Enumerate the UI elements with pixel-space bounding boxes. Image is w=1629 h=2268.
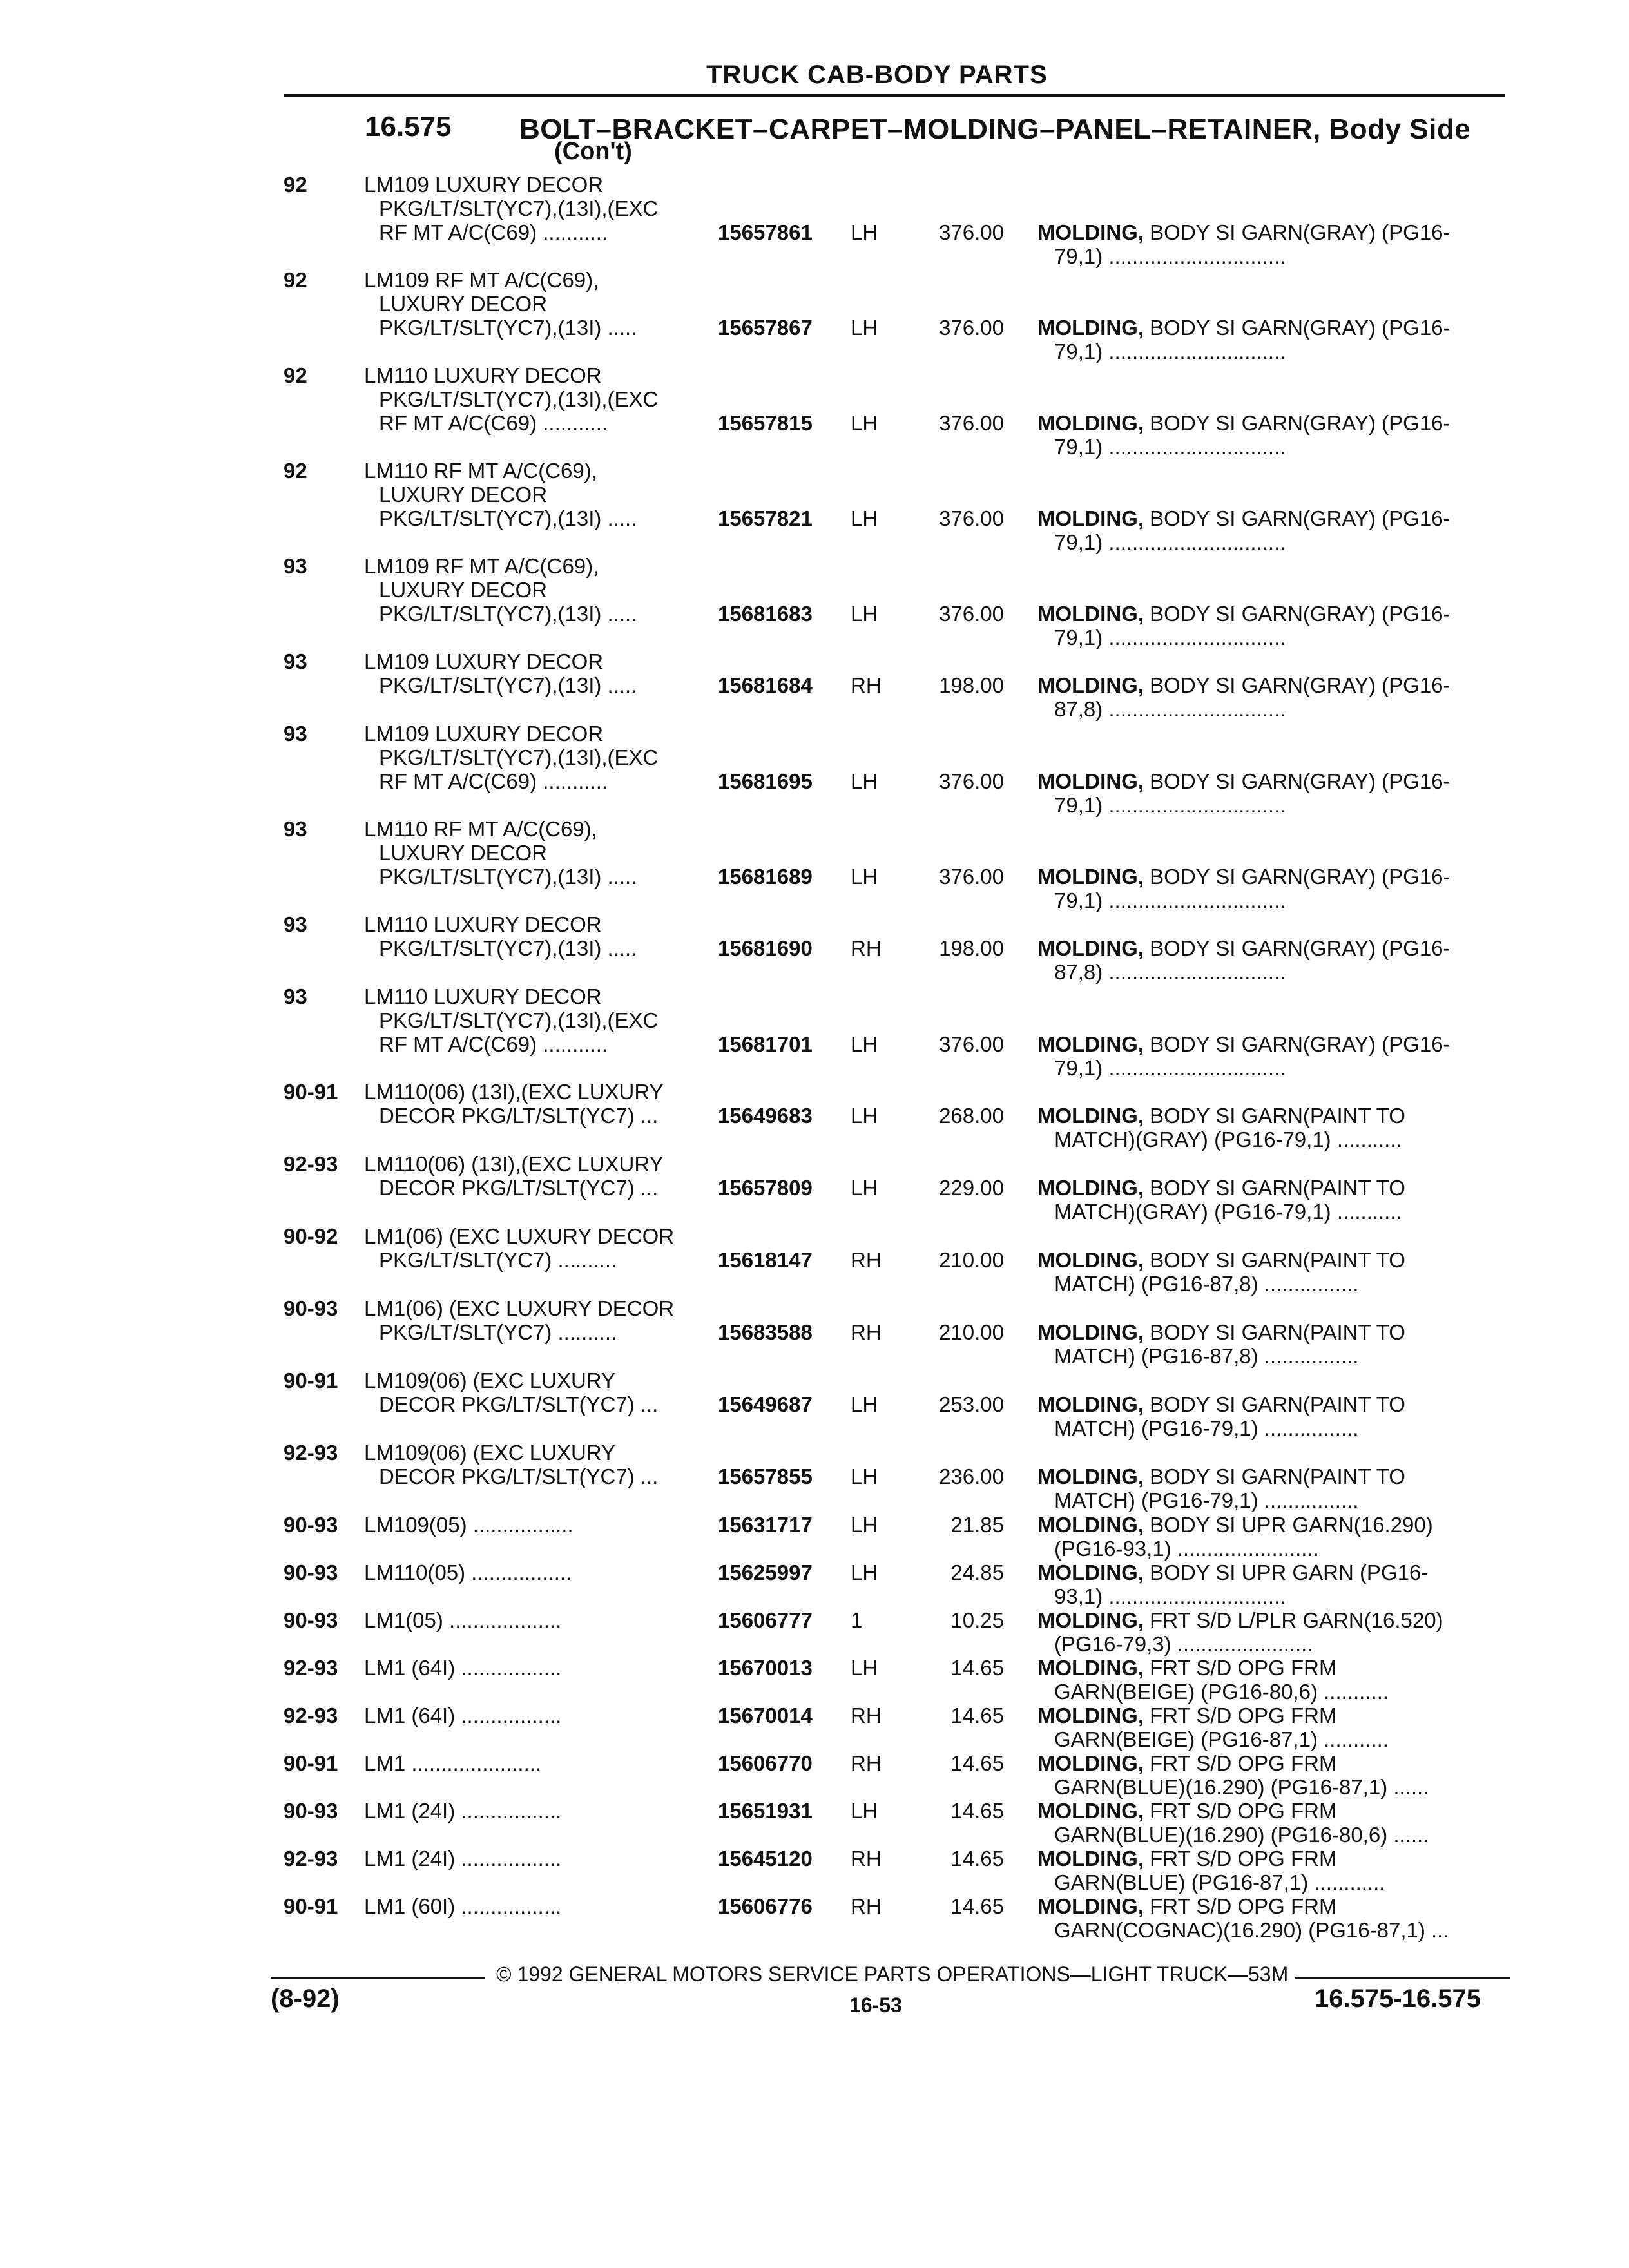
note-line: MOLDING, FRT S/D OPG FRM xyxy=(1037,1656,1337,1680)
price: 210.00 xyxy=(939,1320,1004,1344)
model-year: 92 xyxy=(284,459,307,483)
part-number: 15606776 xyxy=(718,1894,813,1918)
side-code: LH xyxy=(851,220,878,244)
part-number: 15618147 xyxy=(718,1248,813,1272)
side-code: LH xyxy=(851,1176,878,1200)
description-line: LM1(06) (EXC LUXURY DECOR xyxy=(364,1296,675,1320)
description-line: DECOR PKG/LT/SLT(YC7) ... xyxy=(379,1392,659,1416)
note-line: MOLDING, FRT S/D OPG FRM xyxy=(1037,1894,1337,1918)
description-line: PKG/LT/SLT(YC7),(13I) ..... xyxy=(379,673,637,697)
table-row xyxy=(0,1561,1629,1608)
model-year: 93 xyxy=(284,554,307,578)
model-year: 90-93 xyxy=(284,1513,338,1537)
part-number: 15649683 xyxy=(718,1104,813,1128)
price: 24.85 xyxy=(950,1561,1004,1584)
table-row xyxy=(0,649,1629,721)
note-line: GARN(BEIGE) (PG16-80,6) ........... xyxy=(1054,1680,1389,1704)
description-line: LM109 LUXURY DECOR xyxy=(364,722,604,745)
note-keyword: MOLDING, xyxy=(1037,411,1144,435)
description-line: LM1 ...................... xyxy=(364,1751,542,1775)
price: 14.65 xyxy=(950,1847,1004,1870)
price: 376.00 xyxy=(939,602,1004,626)
footer-page-number: 16-53 xyxy=(849,1994,902,2017)
note-line: MATCH)(GRAY) (PG16-79,1) ........... xyxy=(1054,1200,1402,1224)
side-code: LH xyxy=(851,1104,878,1128)
price: 268.00 xyxy=(939,1104,1004,1128)
side-code: LH xyxy=(851,1465,878,1488)
description-line: LM109(06) (EXC LUXURY xyxy=(364,1441,616,1465)
description-line: LM1(06) (EXC LUXURY DECOR xyxy=(364,1224,675,1248)
note-line: MOLDING, FRT S/D OPG FRM xyxy=(1037,1751,1337,1775)
note-line: MOLDING, BODY SI GARN(PAINT TO xyxy=(1037,1248,1405,1272)
table-row xyxy=(0,1847,1629,1894)
note-line: MOLDING, BODY SI GARN(PAINT TO xyxy=(1037,1176,1405,1200)
note-keyword: MOLDING, xyxy=(1037,1894,1144,1918)
part-number: 15681701 xyxy=(718,1032,813,1056)
description-line: PKG/LT/SLT(YC7) .......... xyxy=(379,1320,617,1344)
model-year: 93 xyxy=(284,912,307,936)
description-line: PKG/LT/SLT(YC7),(13I) ..... xyxy=(379,506,637,530)
price: 376.00 xyxy=(939,769,1004,793)
description-line: LUXURY DECOR xyxy=(379,841,548,865)
description-line: LM109 RF MT A/C(C69), xyxy=(364,268,599,292)
description-line: DECOR PKG/LT/SLT(YC7) ... xyxy=(379,1104,659,1128)
price: 229.00 xyxy=(939,1176,1004,1200)
note-line: MOLDING, BODY SI GARN(GRAY) (PG16- xyxy=(1037,506,1451,530)
note-line: 87,8) .............................. xyxy=(1054,697,1286,721)
note-line: GARN(BEIGE) (PG16-87,1) ........... xyxy=(1054,1727,1389,1751)
note-keyword: MOLDING, xyxy=(1037,1608,1144,1632)
price: 376.00 xyxy=(939,1032,1004,1056)
table-row xyxy=(0,817,1629,912)
description-line: LM110(06) (13I),(EXC LUXURY xyxy=(364,1152,664,1176)
note-keyword: MOLDING, xyxy=(1037,506,1144,530)
note-line: (PG16-79,3) ....................... xyxy=(1054,1632,1313,1656)
note-line: 93,1) .............................. xyxy=(1054,1584,1286,1608)
price: 14.65 xyxy=(950,1656,1004,1680)
table-row xyxy=(0,1513,1629,1561)
part-number: 15670013 xyxy=(718,1656,813,1680)
part-number: 15657855 xyxy=(718,1465,813,1488)
note-keyword: MOLDING, xyxy=(1037,1799,1144,1823)
side-code: RH xyxy=(851,1248,882,1272)
description-line: PKG/LT/SLT(YC7),(13I) ..... xyxy=(379,865,637,889)
description-line: LM1 (64I) ................. xyxy=(364,1656,562,1680)
description-line: LM1 (24I) ................. xyxy=(364,1847,562,1870)
note-line: MOLDING, BODY SI GARN(GRAY) (PG16- xyxy=(1037,1032,1451,1056)
note-line: 79,1) .............................. xyxy=(1054,435,1286,459)
table-row xyxy=(0,722,1629,817)
side-code: LH xyxy=(851,1032,878,1056)
price: 376.00 xyxy=(939,506,1004,530)
model-year: 90-91 xyxy=(284,1894,338,1918)
note-line: 79,1) .............................. xyxy=(1054,889,1286,912)
description-line: PKG/LT/SLT(YC7),(13I),(EXC xyxy=(379,745,659,769)
side-code: RH xyxy=(851,673,882,697)
table-row xyxy=(0,912,1629,984)
table-row xyxy=(0,554,1629,649)
description-line: PKG/LT/SLT(YC7),(13I),(EXC xyxy=(379,197,659,220)
note-line: 79,1) .............................. xyxy=(1054,340,1286,363)
note-line: 79,1) .............................. xyxy=(1054,244,1286,268)
note-line: MOLDING, BODY SI GARN(GRAY) (PG16- xyxy=(1037,865,1451,889)
note-line: MATCH) (PG16-87,8) ................ xyxy=(1054,1344,1359,1368)
model-year: 92-93 xyxy=(284,1847,338,1870)
part-number: 15657815 xyxy=(718,411,813,435)
description-line: PKG/LT/SLT(YC7) .......... xyxy=(379,1248,617,1272)
table-row xyxy=(0,1224,1629,1296)
note-keyword: MOLDING, xyxy=(1037,865,1144,889)
note-line: MOLDING, BODY SI GARN(GRAY) (PG16- xyxy=(1037,769,1451,793)
description-line: DECOR PKG/LT/SLT(YC7) ... xyxy=(379,1465,659,1488)
part-number: 15670014 xyxy=(718,1704,813,1727)
price: 14.65 xyxy=(950,1894,1004,1918)
note-line: MATCH)(GRAY) (PG16-79,1) ........... xyxy=(1054,1128,1402,1151)
price: 14.65 xyxy=(950,1751,1004,1775)
table-row xyxy=(0,459,1629,554)
part-number: 15681684 xyxy=(718,673,813,697)
description-line: LM110 LUXURY DECOR xyxy=(364,985,602,1008)
model-year: 92-93 xyxy=(284,1152,338,1176)
description-line: PKG/LT/SLT(YC7),(13I) ..... xyxy=(379,316,637,340)
side-code: LH xyxy=(851,411,878,435)
side-code: RH xyxy=(851,1847,882,1870)
section-continued: (Con't) xyxy=(554,138,632,165)
table-row xyxy=(0,1894,1629,1942)
note-line: 79,1) .............................. xyxy=(1054,530,1286,554)
note-keyword: MOLDING, xyxy=(1037,1847,1144,1870)
table-row xyxy=(0,985,1629,1080)
model-year: 92-93 xyxy=(284,1704,338,1727)
part-number: 15683588 xyxy=(718,1320,813,1344)
description-line: LM110 RF MT A/C(C69), xyxy=(364,817,597,841)
note-line: 79,1) .............................. xyxy=(1054,1056,1286,1080)
side-code: LH xyxy=(851,1561,878,1584)
description-line: LM1 (64I) ................. xyxy=(364,1704,562,1727)
price: 10.25 xyxy=(950,1608,1004,1632)
description-line: LM110 RF MT A/C(C69), xyxy=(364,459,597,483)
table-row xyxy=(0,1608,1629,1656)
footer-date-code: (8-92) xyxy=(271,1984,340,2013)
note-keyword: MOLDING, xyxy=(1037,220,1144,244)
footer-rule-right xyxy=(1295,1977,1510,1979)
model-year: 90-93 xyxy=(284,1799,338,1823)
description-line: PKG/LT/SLT(YC7),(13I),(EXC xyxy=(379,1008,659,1032)
note-line: MATCH) (PG16-87,8) ................ xyxy=(1054,1272,1359,1296)
note-keyword: MOLDING, xyxy=(1037,1465,1144,1488)
description-line: LUXURY DECOR xyxy=(379,292,548,316)
note-line: 87,8) .............................. xyxy=(1054,960,1286,984)
description-line: LM109 LUXURY DECOR xyxy=(364,173,604,197)
table-row xyxy=(0,268,1629,363)
model-year: 93 xyxy=(284,649,307,673)
note-line: MOLDING, FRT S/D OPG FRM xyxy=(1037,1847,1337,1870)
table-row xyxy=(0,1704,1629,1751)
note-keyword: MOLDING, xyxy=(1037,602,1144,626)
description-line: RF MT A/C(C69) ........... xyxy=(379,220,608,244)
description-line: LM110 LUXURY DECOR xyxy=(364,912,602,936)
table-row xyxy=(0,1369,1629,1440)
table-row xyxy=(0,1441,1629,1512)
model-year: 93 xyxy=(284,817,307,841)
part-number: 15681683 xyxy=(718,602,813,626)
description-line: LM109(05) ................. xyxy=(364,1513,574,1537)
model-year: 92 xyxy=(284,363,307,387)
note-line: MOLDING, BODY SI GARN(GRAY) (PG16- xyxy=(1037,673,1451,697)
side-code: RH xyxy=(851,936,882,960)
part-number: 15631717 xyxy=(718,1513,813,1537)
note-keyword: MOLDING, xyxy=(1037,1513,1144,1537)
note-line: MOLDING, FRT S/D L/PLR GARN(16.520) xyxy=(1037,1608,1443,1632)
model-year: 90-91 xyxy=(284,1080,338,1104)
model-year: 90-91 xyxy=(284,1751,338,1775)
table-row xyxy=(0,1656,1629,1704)
description-line: RF MT A/C(C69) ........... xyxy=(379,411,608,435)
note-line: MOLDING, BODY SI GARN(PAINT TO xyxy=(1037,1392,1405,1416)
note-keyword: MOLDING, xyxy=(1037,1561,1144,1584)
part-number: 15681695 xyxy=(718,769,813,793)
side-code: LH xyxy=(851,1392,878,1416)
description-line: PKG/LT/SLT(YC7),(13I) ..... xyxy=(379,602,637,626)
side-code: LH xyxy=(851,506,878,530)
note-keyword: MOLDING, xyxy=(1037,1751,1144,1775)
table-row xyxy=(0,1751,1629,1799)
side-code: LH xyxy=(851,316,878,340)
side-code: LH xyxy=(851,602,878,626)
section-number: 16.575 xyxy=(365,111,452,142)
part-number: 15649687 xyxy=(718,1392,813,1416)
description-line: LM1 (60I) ................. xyxy=(364,1894,562,1918)
side-code: RH xyxy=(851,1320,882,1344)
price: 376.00 xyxy=(939,220,1004,244)
note-keyword: MOLDING, xyxy=(1037,1320,1144,1344)
price: 376.00 xyxy=(939,411,1004,435)
side-code: LH xyxy=(851,1513,878,1537)
note-line: GARN(COGNAC)(16.290) (PG16-87,1) ... xyxy=(1054,1918,1449,1942)
side-code: RH xyxy=(851,1751,882,1775)
note-line: MOLDING, BODY SI UPR GARN (PG16- xyxy=(1037,1561,1429,1584)
description-line: LM110(06) (13I),(EXC LUXURY xyxy=(364,1080,664,1104)
model-year: 90-93 xyxy=(284,1296,338,1320)
table-row xyxy=(0,173,1629,268)
note-line: MOLDING, BODY SI GARN(PAINT TO xyxy=(1037,1104,1405,1128)
note-line: GARN(BLUE)(16.290) (PG16-80,6) ...... xyxy=(1054,1823,1429,1847)
note-keyword: MOLDING, xyxy=(1037,1392,1144,1416)
side-code: LH xyxy=(851,1799,878,1823)
note-line: (PG16-93,1) ........................ xyxy=(1054,1537,1319,1561)
note-line: MOLDING, BODY SI GARN(PAINT TO xyxy=(1037,1320,1405,1344)
model-year: 92 xyxy=(284,173,307,197)
side-code: 1 xyxy=(851,1608,863,1632)
model-year: 90-93 xyxy=(284,1561,338,1584)
model-year: 92-93 xyxy=(284,1441,338,1465)
description-line: DECOR PKG/LT/SLT(YC7) ... xyxy=(379,1176,659,1200)
side-code: LH xyxy=(851,769,878,793)
side-code: LH xyxy=(851,1656,878,1680)
description-line: LM110(05) ................. xyxy=(364,1561,572,1584)
part-number: 15657821 xyxy=(718,506,813,530)
note-keyword: MOLDING, xyxy=(1037,1176,1144,1200)
description-line: PKG/LT/SLT(YC7),(13I),(EXC xyxy=(379,387,659,411)
description-line: LM109 RF MT A/C(C69), xyxy=(364,554,599,578)
page-header-title: TRUCK CAB-BODY PARTS xyxy=(706,61,1048,89)
note-line: MOLDING, BODY SI GARN(GRAY) (PG16- xyxy=(1037,411,1451,435)
footer-copyright: © 1992 GENERAL MOTORS SERVICE PARTS OPERATIONS—LIGHT TRUCK—53M xyxy=(496,1963,1289,1986)
model-year: 93 xyxy=(284,722,307,745)
price: 253.00 xyxy=(939,1392,1004,1416)
part-number: 15645120 xyxy=(718,1847,813,1870)
description-line: LM110 LUXURY DECOR xyxy=(364,363,602,387)
note-line: MOLDING, FRT S/D OPG FRM xyxy=(1037,1704,1337,1727)
part-number: 15606777 xyxy=(718,1608,813,1632)
note-line: 79,1) .............................. xyxy=(1054,626,1286,649)
note-keyword: MOLDING, xyxy=(1037,1104,1144,1128)
note-line: MOLDING, BODY SI GARN(GRAY) (PG16- xyxy=(1037,220,1451,244)
part-number: 15657867 xyxy=(718,316,813,340)
table-row xyxy=(0,1799,1629,1847)
description-line: RF MT A/C(C69) ........... xyxy=(379,1032,608,1056)
side-code: RH xyxy=(851,1894,882,1918)
section-title: BOLT–BRACKET–CARPET–MOLDING–PANEL–RETAINER, Body Side xyxy=(519,113,1471,145)
model-year: 92 xyxy=(284,268,307,292)
description-line: LM109(06) (EXC LUXURY xyxy=(364,1369,616,1392)
note-line: MATCH) (PG16-79,1) ................ xyxy=(1054,1488,1359,1512)
note-line: GARN(BLUE)(16.290) (PG16-87,1) ...... xyxy=(1054,1775,1429,1799)
part-number: 15657809 xyxy=(718,1176,813,1200)
note-line: MOLDING, BODY SI GARN(GRAY) (PG16- xyxy=(1037,936,1451,960)
note-keyword: MOLDING, xyxy=(1037,1248,1144,1272)
note-keyword: MOLDING, xyxy=(1037,316,1144,340)
note-line: MOLDING, BODY SI GARN(PAINT TO xyxy=(1037,1465,1405,1488)
model-year: 90-92 xyxy=(284,1224,338,1248)
description-line: PKG/LT/SLT(YC7),(13I) ..... xyxy=(379,936,637,960)
note-keyword: MOLDING, xyxy=(1037,1032,1144,1056)
note-line: MOLDING, FRT S/D OPG FRM xyxy=(1037,1799,1337,1823)
note-keyword: MOLDING, xyxy=(1037,1704,1144,1727)
description-line: RF MT A/C(C69) ........... xyxy=(379,769,608,793)
note-keyword: MOLDING, xyxy=(1037,673,1144,697)
description-line: LUXURY DECOR xyxy=(379,578,548,602)
note-keyword: MOLDING, xyxy=(1037,1656,1144,1680)
price: 376.00 xyxy=(939,316,1004,340)
side-code: RH xyxy=(851,1704,882,1727)
table-row xyxy=(0,1296,1629,1368)
footer-rule-left xyxy=(271,1977,485,1979)
model-year: 92-93 xyxy=(284,1656,338,1680)
footer-section-range: 16.575-16.575 xyxy=(1315,1984,1481,2013)
note-line: 79,1) .............................. xyxy=(1054,793,1286,817)
note-line: GARN(BLUE) (PG16-87,1) ............ xyxy=(1054,1870,1385,1894)
note-line: MOLDING, BODY SI GARN(GRAY) (PG16- xyxy=(1037,602,1451,626)
description-line: LUXURY DECOR xyxy=(379,483,548,506)
price: 14.65 xyxy=(950,1704,1004,1727)
part-number: 15681689 xyxy=(718,865,813,889)
description-line: LM1 (24I) ................. xyxy=(364,1799,562,1823)
model-year: 93 xyxy=(284,985,307,1008)
price: 236.00 xyxy=(939,1465,1004,1488)
note-keyword: MOLDING, xyxy=(1037,769,1144,793)
model-year: 90-91 xyxy=(284,1369,338,1392)
note-line: MATCH) (PG16-79,1) ................ xyxy=(1054,1416,1359,1440)
table-row xyxy=(0,363,1629,459)
side-code: LH xyxy=(851,865,878,889)
price: 198.00 xyxy=(939,936,1004,960)
description-line: LM109 LUXURY DECOR xyxy=(364,649,604,673)
price: 210.00 xyxy=(939,1248,1004,1272)
note-keyword: MOLDING, xyxy=(1037,936,1144,960)
table-row xyxy=(0,1080,1629,1151)
table-row xyxy=(0,1152,1629,1224)
note-line: MOLDING, BODY SI GARN(GRAY) (PG16- xyxy=(1037,316,1451,340)
part-number: 15657861 xyxy=(718,220,813,244)
model-year: 90-93 xyxy=(284,1608,338,1632)
description-line: LM1(05) ................... xyxy=(364,1608,562,1632)
price: 21.85 xyxy=(950,1513,1004,1537)
price: 376.00 xyxy=(939,865,1004,889)
note-line: MOLDING, BODY SI UPR GARN(16.290) xyxy=(1037,1513,1433,1537)
part-number: 15651931 xyxy=(718,1799,813,1823)
part-number: 15681690 xyxy=(718,936,813,960)
price: 14.65 xyxy=(950,1799,1004,1823)
price: 198.00 xyxy=(939,673,1004,697)
part-number: 15606770 xyxy=(718,1751,813,1775)
part-number: 15625997 xyxy=(718,1561,813,1584)
